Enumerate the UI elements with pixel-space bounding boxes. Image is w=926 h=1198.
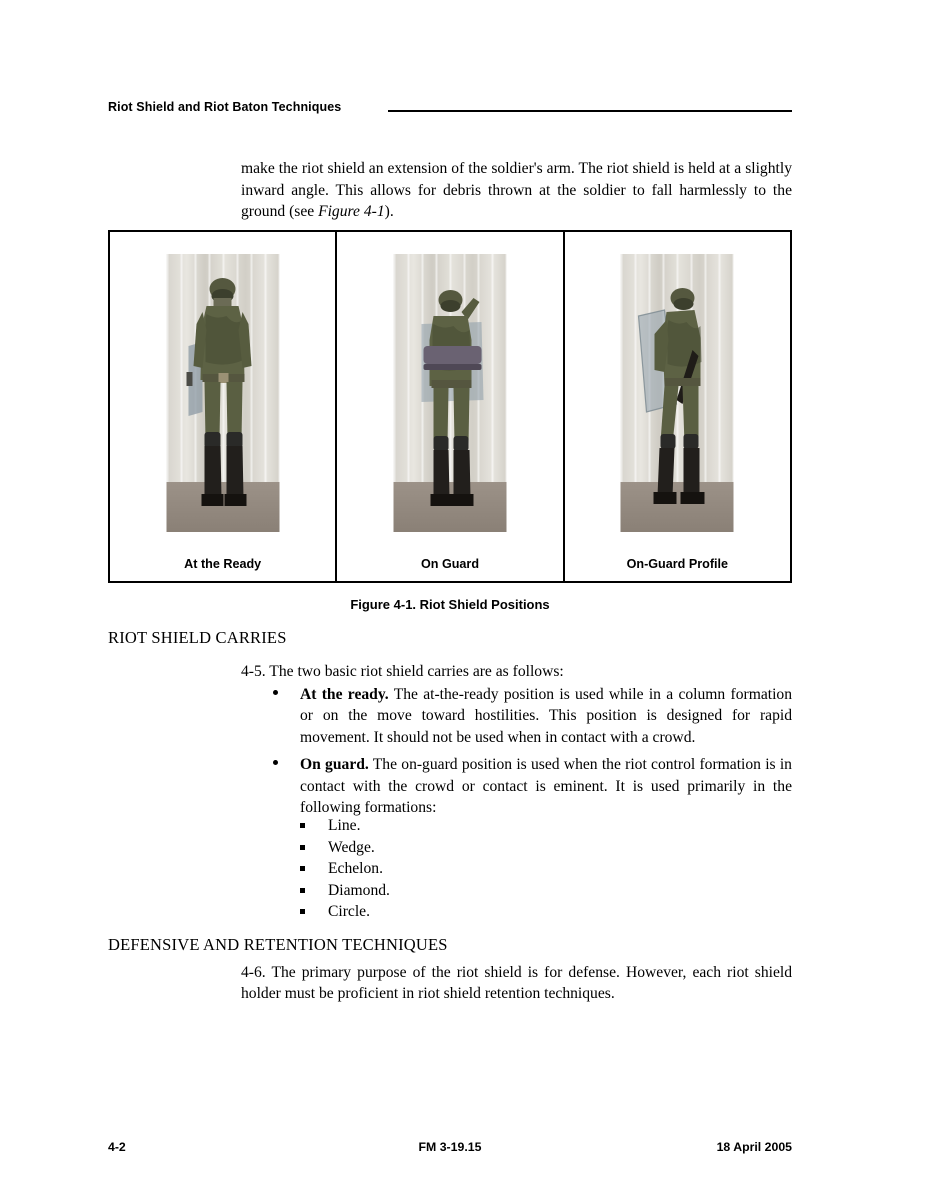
figure-caption-on-guard-profile: On-Guard Profile [626, 557, 729, 571]
square-bullet-icon [300, 866, 305, 871]
bullet-lead-at-the-ready: At the ready. [300, 686, 389, 703]
bullet-item-at-the-ready [268, 684, 792, 748]
paragraph-4-6: 4-6. The primary purpose of the riot shield is for defense. However, each riot shield holder must be proficient in riot shield retention techniques. [241, 964, 792, 1003]
soldier-illustration-on-guard [393, 254, 506, 532]
bullet-dot-icon [273, 690, 278, 695]
figure-cell-on-guard-profile [563, 232, 790, 581]
running-header-title: Riot Shield and Riot Baton Techniques [108, 100, 342, 114]
section-heading-riot-shield-carries: RIOT SHIELD CARRIES [108, 628, 287, 647]
figure-title: Figure 4-1. Riot Shield Positions [350, 597, 550, 612]
footer-date: 18 April 2005 [716, 1140, 792, 1154]
paragraph-4-5: 4-5. The two basic riot shield carries are as follows: [241, 663, 564, 680]
sub-item-diamond [300, 880, 600, 902]
photo-on-guard [393, 254, 506, 532]
intro-paragraph [241, 158, 792, 223]
footer-page-number: 4-2 [108, 1140, 126, 1154]
sub-item-label: Line. [328, 817, 361, 834]
bullet-list-carries [268, 684, 792, 824]
bullet-text-on-guard: The on-guard position is used when the riot control formation is in contact with the crowd or contact is eminent. It is used primarily in the following formations: [300, 756, 792, 817]
figure-4-1 [108, 230, 792, 583]
bullet-lead-on-guard: On guard. [300, 756, 369, 774]
footer-document-id: FM 3-19.15 [418, 1140, 482, 1154]
figure-cross-reference: Figure 4-1 [318, 203, 385, 220]
sub-item-echelon [300, 858, 600, 880]
sub-item-label: Diamond. [328, 881, 390, 899]
photo-at-the-ready [166, 254, 279, 532]
figure-cell-on-guard [335, 232, 562, 581]
square-bullet-icon [300, 909, 305, 914]
intro-paragraph-text: make the riot shield an extension of the soldier's arm. The riot shield is held at a slightly inward angle. This allows for debris thrown at the soldier to fall harmlessly to the ground (see [241, 160, 792, 220]
page-footer [108, 1140, 792, 1156]
sub-item-label: Echelon. [328, 860, 383, 877]
sub-item-line [300, 815, 600, 837]
section-heading-defensive-and-retention-techniques: DEFENSIVE AND RETENTION TECHNIQUES [108, 935, 448, 954]
formation-sub-list [300, 815, 600, 923]
sub-item-label: Circle. [328, 903, 370, 920]
square-bullet-icon [300, 888, 305, 893]
sub-item-wedge [300, 837, 600, 859]
intro-paragraph-tail: ). [384, 203, 394, 220]
header-rule [388, 110, 792, 112]
bullet-dot-icon [273, 760, 278, 765]
bullet-item-on-guard [268, 754, 792, 818]
soldier-illustration-on-guard-profile [621, 254, 734, 532]
photo-on-guard-profile [621, 254, 734, 532]
sub-item-label: Wedge. [328, 838, 375, 856]
figure-caption-on-guard: On Guard [420, 557, 480, 571]
sub-item-circle [300, 901, 600, 923]
soldier-illustration-at-the-ready [166, 254, 279, 532]
running-header [108, 100, 792, 122]
square-bullet-icon [300, 845, 305, 850]
figure-cell-at-the-ready [110, 232, 335, 581]
figure-caption-at-the-ready: At the Ready [184, 557, 262, 571]
bullet-text-at-the-ready: The at-the-ready position is used while in a column formation or on the move toward hostilities. This position is designed for rapid movement. It should not be used when in contact with a crowd. [300, 686, 793, 746]
square-bullet-icon [300, 823, 305, 828]
